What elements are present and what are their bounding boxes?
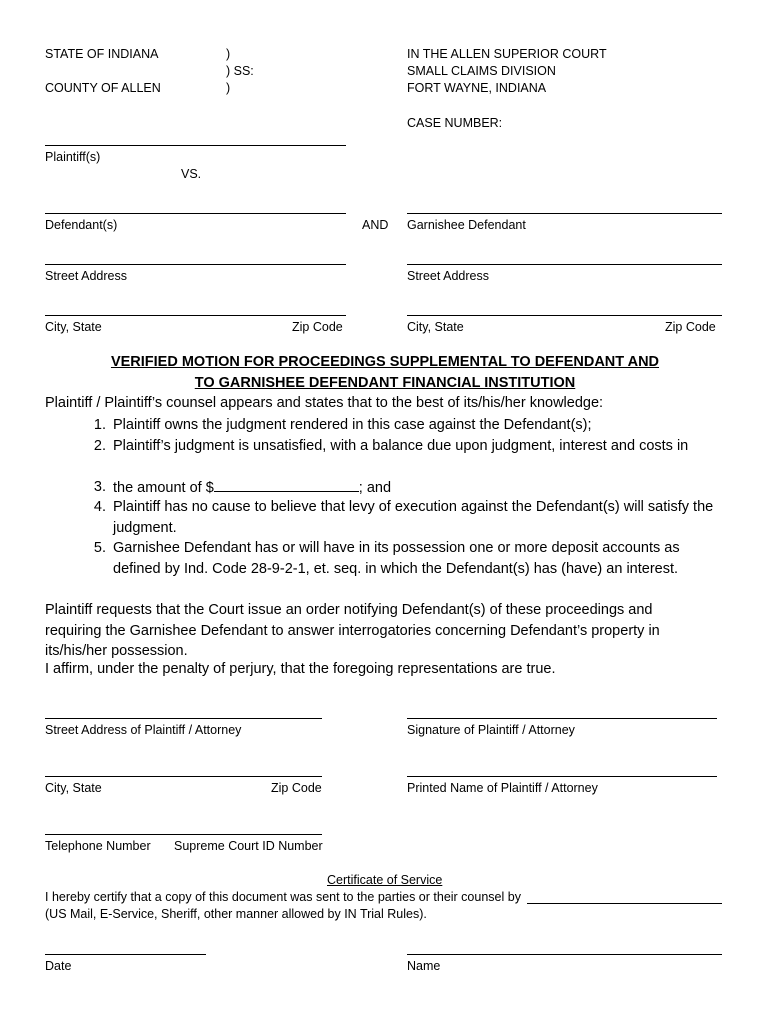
garnishee-zip-label: Zip Code xyxy=(665,320,716,334)
list-number: 4. xyxy=(93,499,106,515)
attorney-city-label: City, State xyxy=(45,781,102,795)
list-number: 2. xyxy=(93,438,106,454)
caption-ss: ) SS: xyxy=(226,64,254,78)
plaintiff-line[interactable] xyxy=(45,145,346,146)
garnishee-line[interactable] xyxy=(407,213,722,214)
list-number: 3. xyxy=(93,479,106,495)
list-text xyxy=(113,477,723,499)
garnishee-street-line[interactable] xyxy=(407,264,722,265)
defendant-street-line[interactable] xyxy=(45,264,346,265)
defendant-zip-label: Zip Code xyxy=(292,320,343,334)
phone-id-line[interactable] xyxy=(45,834,322,835)
defendant-street-label: Street Address xyxy=(45,269,127,283)
list-item xyxy=(0,415,770,436)
amount-suffix: ; and xyxy=(358,480,392,496)
certificate-heading: Certificate of Service xyxy=(327,873,443,887)
intro-text: Plaintiff / Plaintiff’s counsel appears and states that to the best of its/his/her knowledge: xyxy=(45,395,604,411)
court-name: IN THE ALLEN SUPERIOR COURT xyxy=(407,47,607,61)
list-item xyxy=(0,436,770,457)
date-line[interactable] xyxy=(45,954,206,955)
garnishee-street-label: Street Address xyxy=(407,269,489,283)
caption-paren: ) xyxy=(226,47,231,61)
signature-label: Signature of Plaintiff / Attorney xyxy=(407,723,575,737)
list-item xyxy=(0,538,770,580)
defendant-line[interactable] xyxy=(45,213,346,214)
name-label: Name xyxy=(407,959,441,973)
amount-prefix: the amount of $ xyxy=(113,480,214,496)
garnishee-label: Garnishee Defendant xyxy=(407,218,526,232)
defendant-city-line[interactable] xyxy=(45,315,346,316)
affirm-text: I affirm, under the penalty of perjury, that the foregoing representations are true. xyxy=(45,661,556,677)
signature-line[interactable] xyxy=(407,718,717,719)
attorney-street-line[interactable] xyxy=(45,718,322,719)
attorney-zip-label: Zip Code xyxy=(271,781,322,795)
service-method-line[interactable] xyxy=(527,903,722,904)
court-division: SMALL CLAIMS DIVISION xyxy=(407,64,556,78)
county-label: COUNTY OF ALLEN xyxy=(45,81,161,95)
list-text: Plaintiff owns the judgment rendered in this case against the Defendant(s); xyxy=(113,417,592,433)
list-item xyxy=(0,477,770,498)
and-label: AND xyxy=(362,218,389,232)
list-text: Plaintiff’s judgment is unsatisfied, with a balance due upon judgment, interest and costs in xyxy=(113,438,689,454)
document-title-line2: TO GARNISHEE DEFENDANT FINANCIAL INSTITUTION xyxy=(194,375,576,391)
supreme-court-id-label: Supreme Court ID Number xyxy=(174,839,323,853)
list-text: Garnishee Defendant has or will have in its possession one or more deposit accounts as defined by Ind. Code 28-9-2-1, et. seq. in which the Defendant(s) has (have) an interest. xyxy=(113,540,680,577)
request-paragraph: Plaintiff requests that the Court issue an order notifying Defendant(s) of these proceedings and requiring the Garnishee Defendant to answer interrogatories concerning Defendant’s property in its/his/her possession. xyxy=(45,602,660,659)
garnishee-city-label: City, State xyxy=(407,320,464,334)
caption-paren: ) xyxy=(226,81,231,95)
list-number: 5. xyxy=(93,540,106,556)
plaintiff-label: Plaintiff(s) xyxy=(45,150,101,164)
certificate-methods: (US Mail, E-Service, Sheriff, other manner allowed by IN Trial Rules). xyxy=(45,907,427,921)
printed-name-line[interactable] xyxy=(407,776,717,777)
vs-label: VS. xyxy=(181,167,202,181)
court-location: FORT WAYNE, INDIANA xyxy=(407,81,547,95)
printed-name-label: Printed Name of Plaintiff / Attorney xyxy=(407,781,598,795)
attorney-street-label: Street Address of Plaintiff / Attorney xyxy=(45,723,242,737)
document-title-line1: VERIFIED MOTION FOR PROCEEDINGS SUPPLEMENTAL TO DEFENDANT AND xyxy=(110,354,660,370)
state-label: STATE OF INDIANA xyxy=(45,47,159,61)
case-number-label: CASE NUMBER: xyxy=(407,116,503,130)
date-label: Date xyxy=(45,959,72,973)
garnishee-city-line[interactable] xyxy=(407,315,722,316)
amount-blank[interactable] xyxy=(214,477,359,492)
certificate-text: I hereby certify that a copy of this document was sent to the parties or their counsel by xyxy=(45,890,521,904)
list-text: Plaintiff has no cause to believe that levy of execution against the Defendant(s) will satisfy the judgment. xyxy=(113,499,714,536)
phone-label: Telephone Number xyxy=(45,839,151,853)
attorney-city-line[interactable] xyxy=(45,776,322,777)
name-line[interactable] xyxy=(407,954,722,955)
defendant-city-label: City, State xyxy=(45,320,102,334)
list-item xyxy=(0,497,770,539)
defendant-label: Defendant(s) xyxy=(45,218,118,232)
list-number: 1. xyxy=(93,417,106,433)
